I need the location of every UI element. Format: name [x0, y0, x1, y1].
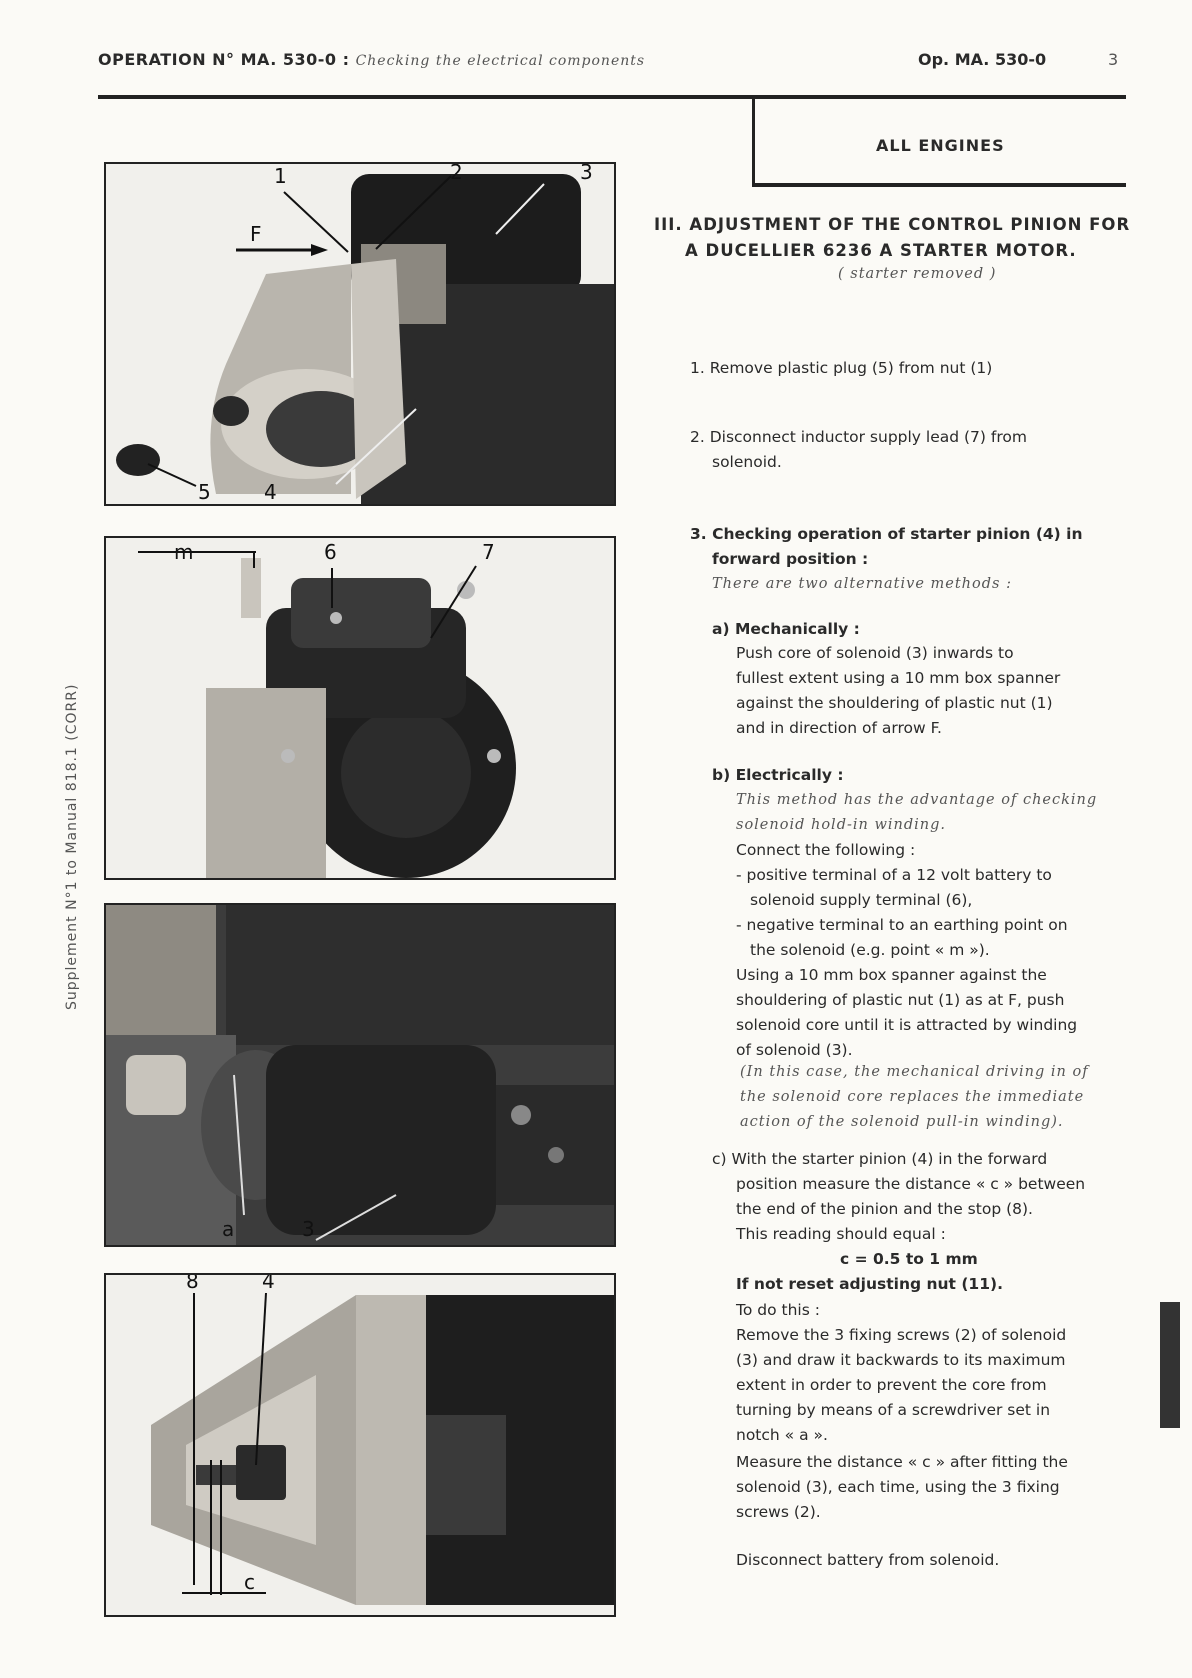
method-c-line: c) With the starter pinion (4) in the forward	[712, 1150, 1048, 1168]
method-b-note-line: This method has the advantage of checking	[736, 792, 1098, 808]
figure-4-photo	[104, 1273, 616, 1617]
method-b-line: solenoid supply terminal (6),	[750, 891, 973, 909]
method-b-line: Connect the following :	[736, 841, 916, 859]
step-1: 1. Remove plastic plug (5) from nut (1)	[690, 359, 993, 377]
method-c-todo-line: (3) and draw it backwards to its maximum	[736, 1351, 1066, 1369]
method-c-value: c = 0.5 to 1 mm	[840, 1250, 978, 1268]
method-a-line: fullest extent using a 10 mm box spanner	[736, 669, 1061, 687]
figure-4-drawing	[106, 1275, 614, 1615]
header-operation-code: OPERATION N° MA. 530-0 :	[98, 50, 350, 69]
method-c-line: the end of the pinion and the stop (8).	[736, 1200, 1033, 1218]
section-subtitle: ( starter removed )	[838, 266, 997, 282]
method-b-line: - negative terminal to an earthing point on	[736, 916, 1068, 934]
method-b-line: shouldering of plastic nut (1) as at F, push	[736, 991, 1065, 1009]
method-c-todo-line: To do this :	[736, 1301, 820, 1319]
figure-1-drawing	[106, 164, 614, 504]
figure-1-label-3: 3	[580, 162, 593, 184]
method-a-line: against the shouldering of plastic nut (1)	[736, 694, 1053, 712]
figure-1-label-1: 1	[274, 164, 287, 188]
method-c-body	[712, 1147, 1085, 1247]
header-operation-title: Checking the electrical components	[355, 53, 646, 69]
method-b-note	[736, 788, 1097, 838]
method-b-body	[736, 838, 1077, 1063]
figure-3-label-3: 3	[302, 1217, 315, 1241]
page-tab-marker	[1160, 1302, 1180, 1428]
step-2-line1: 2. Disconnect inductor supply lead (7) from	[690, 428, 1027, 446]
figure-3-drawing	[106, 905, 614, 1245]
figure-2-drawing	[106, 538, 614, 878]
method-c-reset: If not reset adjusting nut (11).	[736, 1275, 1003, 1293]
figure-3-label-a: a	[222, 1217, 235, 1241]
method-c-todo-line: notch « a ».	[736, 1426, 828, 1444]
section-title-line1: III. ADJUSTMENT OF THE CONTROL PINION FOR	[654, 215, 1131, 234]
method-c-todo-line: extent in order to prevent the core from	[736, 1376, 1047, 1394]
method-c-todo	[736, 1298, 1066, 1448]
method-c-line: This reading should equal :	[736, 1225, 946, 1243]
method-b-title: b) Electrically :	[712, 766, 844, 784]
method-b-line: solenoid core until it is attracted by winding	[736, 1016, 1078, 1034]
method-b-line: Using a 10 mm box spanner against the	[736, 966, 1047, 984]
step-3-line1: 3. Checking operation of starter pinion (4) in	[690, 525, 1083, 543]
method-b-italic-line: the solenoid core replaces the immediate	[740, 1089, 1085, 1105]
method-c-measure-line: solenoid (3), each time, using the 3 fixing	[736, 1478, 1060, 1496]
figure-3-photo	[104, 903, 616, 1247]
engines-box-bottom	[752, 183, 1126, 187]
header-operation	[98, 50, 645, 69]
section-title-line2: A DUCELLIER 6236 A STARTER MOTOR.	[685, 241, 1077, 260]
method-a-body	[736, 641, 1060, 741]
method-b-line: of solenoid (3).	[736, 1041, 853, 1059]
final-instruction: Disconnect battery from solenoid.	[736, 1551, 1000, 1569]
figure-1-label-4: 4	[264, 480, 277, 504]
method-b-italic-line: action of the solenoid pull-in winding).	[740, 1114, 1064, 1130]
method-b-note-line: solenoid hold-in winding.	[736, 817, 946, 833]
step-2-line2: solenoid.	[712, 453, 782, 471]
engines-label: ALL ENGINES	[876, 136, 1005, 155]
method-a-line: Push core of solenoid (3) inwards to	[736, 644, 1014, 662]
side-supplement-text: Supplement N°1 to Manual 818.1 (CORR)	[64, 683, 80, 1010]
method-c-measure	[736, 1450, 1068, 1525]
figure-1-label-5: 5	[198, 480, 211, 504]
header-op-ref: Op. MA. 530-0	[918, 50, 1047, 69]
method-c-todo-line: turning by means of a screwdriver set in	[736, 1401, 1051, 1419]
engines-box-left	[752, 97, 755, 186]
method-b-line: - positive terminal of a 12 volt battery to	[736, 866, 1052, 884]
step-3-note: There are two alternative methods :	[712, 576, 1012, 592]
page-number: 3	[1108, 50, 1119, 69]
method-b-italic-note	[740, 1060, 1089, 1135]
method-a-line: and in direction of arrow F.	[736, 719, 942, 737]
figure-2-label-6: 6	[324, 540, 337, 564]
method-c-line: position measure the distance « c » between	[736, 1175, 1086, 1193]
step-3-line2: forward position :	[712, 550, 869, 568]
method-c-todo-line: Remove the 3 fixing screws (2) of solenoid	[736, 1326, 1067, 1344]
method-a-title: a) Mechanically :	[712, 620, 860, 638]
figure-4-label-c: c	[244, 1570, 255, 1594]
figure-1-label-F: F	[250, 222, 262, 246]
header-rule	[98, 95, 1126, 99]
method-b-line: the solenoid (e.g. point « m »).	[750, 941, 990, 959]
method-b-italic-line: (In this case, the mechanical driving in of	[740, 1064, 1089, 1080]
figure-2-photo	[104, 536, 616, 880]
figure-2-label-7: 7	[482, 540, 495, 564]
method-c-measure-line: screws (2).	[736, 1503, 821, 1521]
figure-1-label-2: 2	[450, 162, 463, 184]
figure-2-label-m: m	[174, 540, 194, 564]
figure-1-photo	[104, 162, 616, 506]
figure-4-label-8: 8	[186, 1273, 199, 1293]
figure-4-label-4: 4	[262, 1273, 275, 1293]
method-c-measure-line: Measure the distance « c » after fitting the	[736, 1453, 1068, 1471]
